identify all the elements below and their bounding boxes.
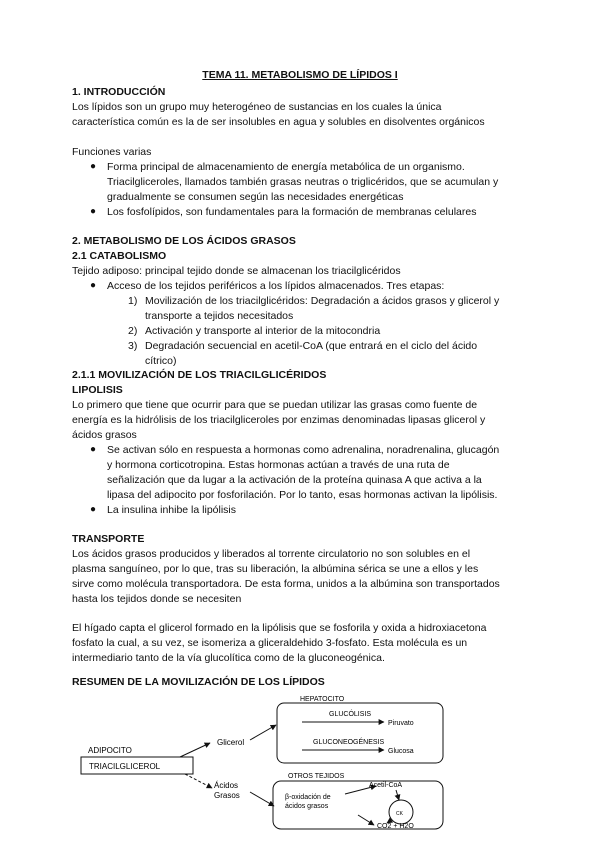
- paragraph-line: plasma sanguíneo, por lo que, tras su liberación, la albúmina sérica se une a ellos y les: [72, 563, 479, 575]
- list-item-text: Degradación secuencial en acetil-CoA (que entrará en el ciclo del ácido: [145, 340, 478, 352]
- arrow-acetil-to-cycle: [396, 790, 399, 800]
- glucolisis-label: GLUCÓLISIS: [329, 711, 372, 718]
- paragraph-line: Tejido adiposo: principal tejido donde se almacenan los triacilglicéridos: [72, 265, 401, 277]
- funciones-label: Funciones varias: [72, 146, 152, 158]
- paragraph-line: El hígado capta el glicerol formado en la lipólisis que se fosforila y oxida a hidroxiacetona: [72, 622, 487, 634]
- hepatocito-label: HEPATOCITO: [300, 696, 345, 703]
- arrow-to-co2: [358, 815, 374, 825]
- piruvato-label: Piruvato: [388, 720, 414, 727]
- list-item-text: Movilización de los triacilglicéridos: Degradación a ácidos grasos y glicerol y: [145, 295, 500, 307]
- paragraph-line: fosfato la cual, a su vez, se isomeriza a gliceraldehido 3-fosfato. Esta molécula es un: [72, 637, 468, 649]
- paragraph-line: Los ácidos grasos producidos y liberados al torrente circulatorio no son solubles en el: [72, 548, 471, 560]
- subheading-resumen: RESUMEN DE LA MOVILIZACIÓN DE LOS LÍPIDOS: [72, 676, 325, 688]
- bullet-text: gradualmente se consumen según las necesidades energéticas: [107, 191, 404, 203]
- otros-tejidos-label: OTROS TEJIDOS: [288, 773, 345, 780]
- bullet-text: Forma principal de almacenamiento de energía metabólica de un organismo.: [107, 161, 465, 173]
- bullet-dot: ●: [90, 161, 97, 172]
- beta-oxidacion-label-line1: β-oxidación de: [285, 794, 331, 801]
- bullet-text: lipasa del adipocito por fosforilación. Por lo tanto, esas hormonas activan la lipólisis.: [107, 489, 498, 501]
- glicerol-label: Glicerol: [217, 738, 245, 747]
- bullet-text: Se activan sólo en respuesta a hormonas como adrenalina, noradrenalina, glucagón: [107, 444, 500, 456]
- bullet-dot: ●: [90, 444, 97, 455]
- beta-oxidacion-label-line2: ácidos grasos: [285, 803, 329, 810]
- adipocito-label: ADIPOCITO: [88, 746, 132, 755]
- gluconeogenesis-label: GLUCONEOGÉNESIS: [313, 739, 385, 746]
- paragraph-line: característica común es la de ser insolubles en agua y solubles en disolventes orgánicos: [72, 116, 485, 128]
- bullet-text: señalización que da lugar a la activación de la proteína quinasa A que activa a la: [107, 474, 482, 486]
- list-number: 2): [128, 325, 138, 337]
- bullet-dot: ●: [90, 206, 97, 217]
- section-heading-introduccion: 1. INTRODUCCIÓN: [72, 86, 166, 98]
- list-item-text: Activación y transporte al interior de la mitocondria: [145, 325, 381, 337]
- subheading-lipolisis: LIPOLISIS: [72, 384, 123, 396]
- paragraph-line: Los lípidos son un grupo muy heterogéneo de sustancias en los cuales la única: [72, 101, 442, 113]
- acetil-coa-label: Acetil-CoA: [369, 782, 403, 789]
- subsection-heading-movilizacion: 2.1.1 MOVILIZACIÓN DE LOS TRIACILGLICÉRIDOS: [72, 369, 327, 381]
- glucosa-label: Glucosa: [388, 748, 414, 755]
- list-number: 3): [128, 340, 138, 352]
- bullet-text: Acceso de los tejidos periféricos a los lípidos almacenados. Tres etapas:: [107, 280, 445, 292]
- arrow-to-acidos-grasos: [185, 774, 212, 788]
- subheading-transporte: TRANSPORTE: [72, 533, 145, 545]
- arrow-glicerol-to-hepatocito: [250, 725, 276, 740]
- bullet-text: La insulina inhibe la lipólisis: [107, 504, 236, 516]
- bullet-text: Los fosfolípidos, son fundamentales para la formación de membranas celulares: [107, 206, 477, 218]
- cycle-label: CK: [396, 811, 403, 817]
- paragraph-line: sirve como molécula transportadora. De esta forma, unidos a la albúmina son transportados: [72, 578, 500, 590]
- triacilglicerol-label: TRIACILGLICEROL: [89, 762, 161, 771]
- grasos-label: Grasos: [214, 791, 240, 800]
- arrow-to-glicerol: [180, 743, 210, 757]
- paragraph-line: hasta los tejidos donde se necesiten: [72, 593, 242, 605]
- arrow-acidos-to-otros-tejidos: [250, 792, 274, 806]
- subsection-heading-catabolismo: 2.1 CATABOLISMO: [72, 250, 167, 262]
- section-heading-metabolismo: 2. METABOLISMO DE LOS ÁCIDOS GRASOS: [72, 235, 296, 247]
- co2-h2o-label: CO2 + H2O: [377, 823, 414, 830]
- list-number: 1): [128, 295, 138, 307]
- paragraph-line: ácidos grasos: [72, 429, 137, 441]
- list-item-text: cítrico): [145, 355, 177, 367]
- acidos-label: Ácidos: [214, 781, 239, 790]
- bullet-text: y hormona corticotropina. Estas hormonas actúan a través de una ruta de: [107, 459, 450, 471]
- bullet-text: Triacilgliceroles, llamados también grasas neutras o triglicéridos, que se acumulan y: [107, 176, 499, 188]
- list-item-text: transporte a tejidos necesitados: [145, 310, 294, 322]
- paragraph-line: energía es la hidrólisis de los triacilgliceroles por enzimas denominadas lipasas glicerol y: [72, 414, 486, 426]
- document-title: TEMA 11. METABOLISMO DE LÍPIDOS I: [202, 69, 398, 81]
- paragraph-line: Lo primero que tiene que ocurrir para que se puedan utilizar las grasas como fuente de: [72, 399, 478, 411]
- paragraph-line: intermediario tanto de la vía glucolítica como de la gluconeogénica.: [72, 652, 385, 664]
- bullet-dot: ●: [90, 280, 97, 291]
- bullet-dot: ●: [90, 504, 97, 515]
